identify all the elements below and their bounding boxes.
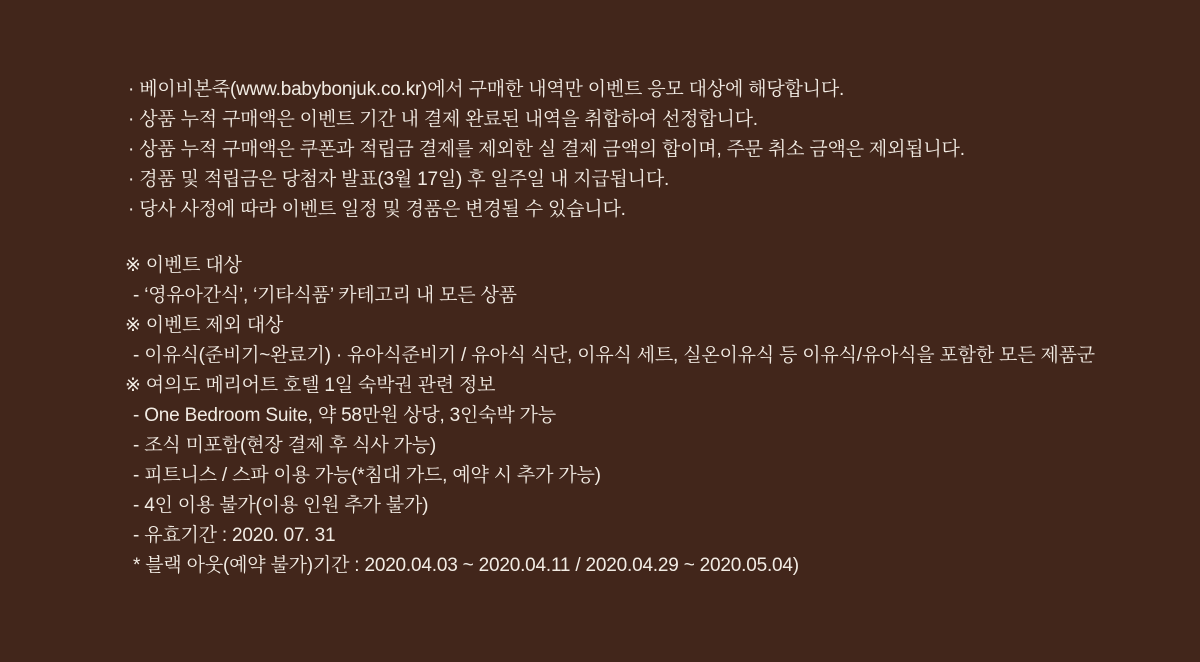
section-item: - 조식 미포함(현장 결제 후 식사 가능) <box>133 435 437 456</box>
terms-line: · 당사 사정에 따라 이벤트 일정 및 경품은 변경될 수 있습니다. <box>128 199 626 220</box>
section-item: - 이유식(준비기~완료기) · 유아식준비기 / 유아식 식단, 이유식 세트, 실온이유식 등 이유식/유아식을 포함한 모든 제품군 <box>133 345 1095 366</box>
terms-line: · 베이비본죽(www.babybonjuk.co.kr)에서 구매한 내역만 이벤트 응모 대상에 해당합니다. <box>128 79 845 100</box>
terms-list <box>125 75 1180 225</box>
terms-line: · 경품 및 적립금은 당첨자 발표(3월 17일) 후 일주일 내 지급됩니다. <box>128 169 670 190</box>
section-item: - One Bedroom Suite, 약 58만원 상당, 3인숙박 가능 <box>133 405 556 426</box>
section-gap <box>125 225 1180 251</box>
section-heading-hotel-voucher-info: ※ 여의도 메리어트 호텔 1일 숙박권 관련 정보 <box>125 375 496 396</box>
section-item: - 피트니스 / 스파 이용 가능(*침대 가드, 예약 시 추가 가능) <box>133 465 601 486</box>
terms-line: · 상품 누적 구매액은 쿠폰과 적립금 결제를 제외한 실 결제 금액의 합이며, 주문 취소 금액은 제외됩니다. <box>128 139 965 160</box>
section-item: - 유효기간 : 2020. 07. 31 <box>133 525 336 546</box>
section-item: - ‘영유아간식’, ‘기타식품’ 카테고리 내 모든 상품 <box>133 285 517 306</box>
details-list <box>125 251 1180 581</box>
section-item: - 4인 이용 불가(이용 인원 추가 불가) <box>133 495 429 516</box>
terms-line: · 상품 누적 구매액은 이벤트 기간 내 결제 완료된 내역을 취합하여 선정합니다. <box>128 109 758 130</box>
section-item-blackout: * 블랙 아웃(예약 불가)기간 : 2020.04.03 ~ 2020.04.11 / 2020.04.29 ~ 2020.05.04) <box>133 555 799 576</box>
section-heading-event-target: ※ 이벤트 대상 <box>125 255 242 276</box>
section-heading-event-excluded: ※ 이벤트 제외 대상 <box>125 315 284 336</box>
